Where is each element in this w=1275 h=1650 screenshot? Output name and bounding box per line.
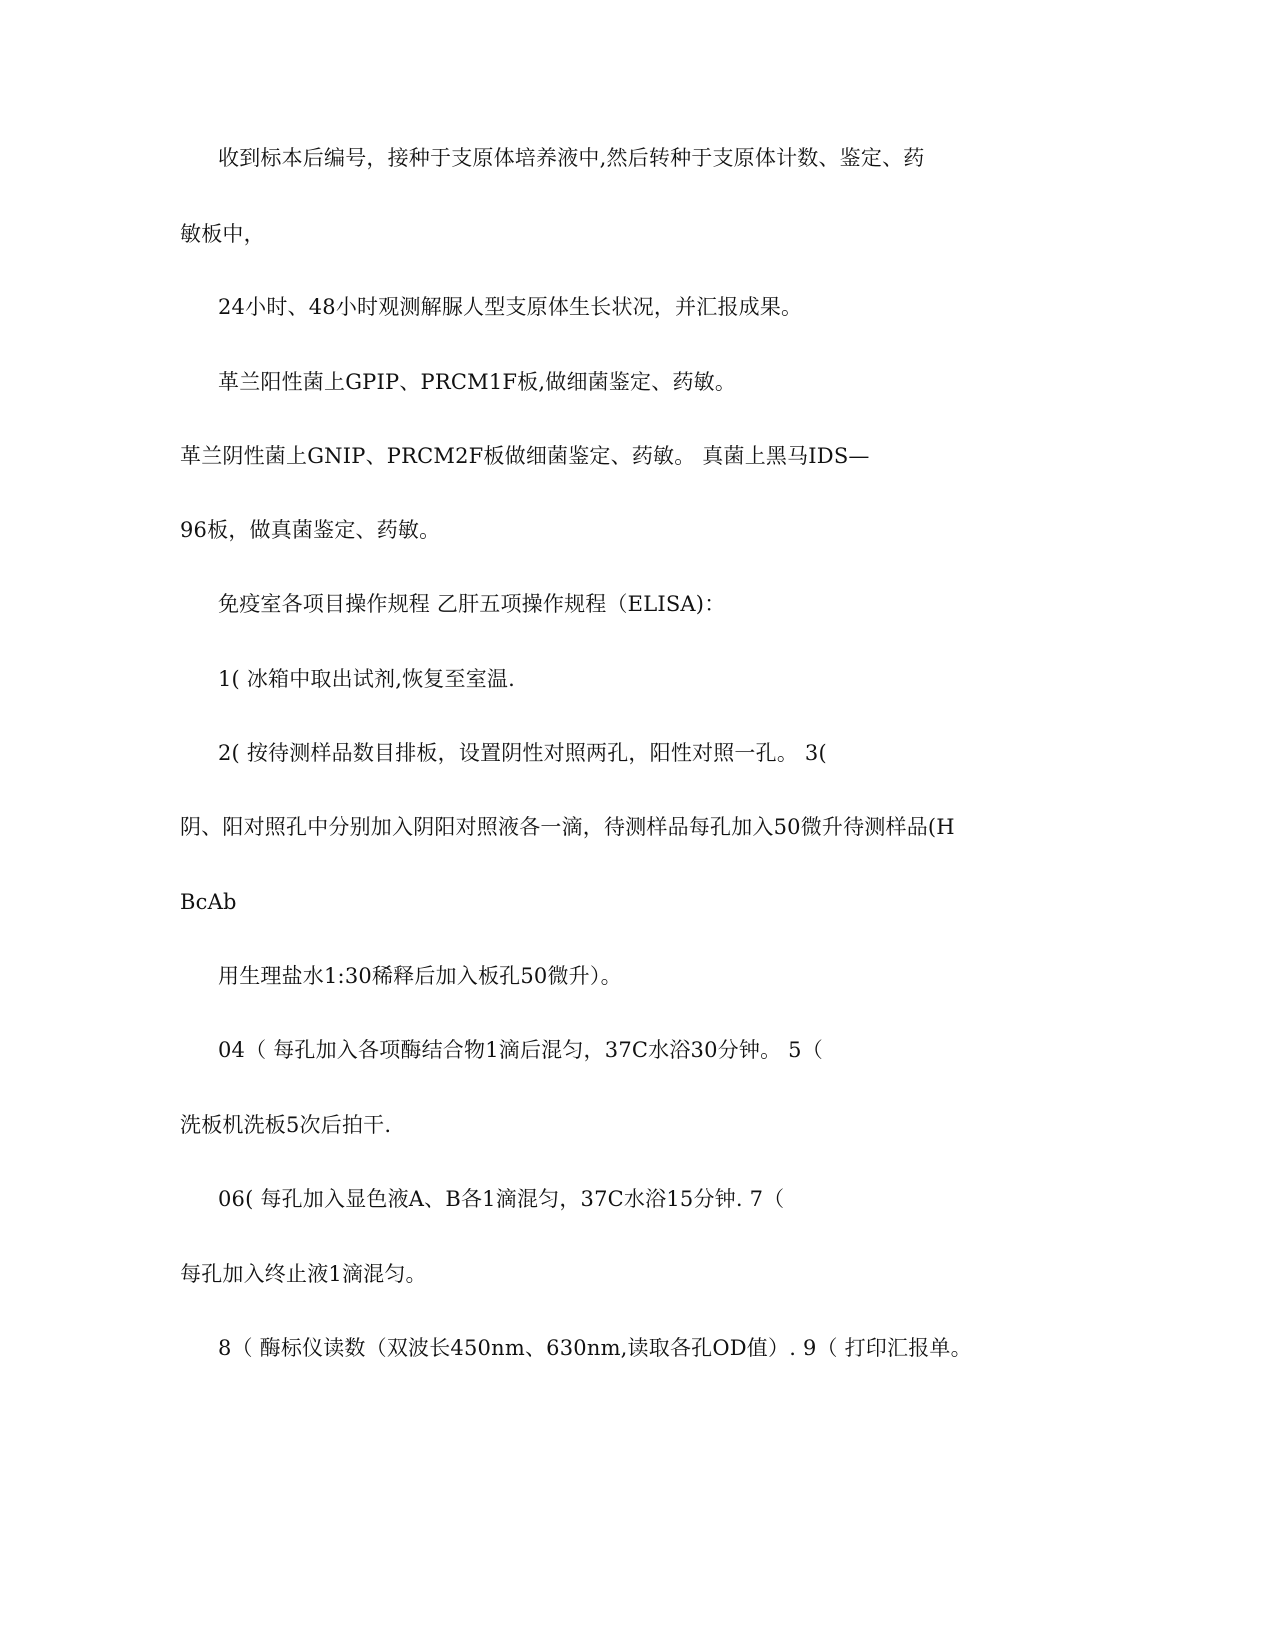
text-line-10: 阴、阳对照孔中分别加入阴阳对照液各一滴，待测样品每孔加入50微升待测样品(H (180, 815, 955, 839)
text-line-7: 免疫室各项目操作规程 乙肝五项操作规程（ELISA)： (218, 592, 726, 616)
text-line-17: 8（ 酶标仪读数（双波长450nm、630nm,读取各孔OD值）. 9（ 打印汇报单。 (218, 1336, 972, 1360)
text-line-6: 96板，做真菌鉴定、药敏。 (180, 518, 441, 542)
text-line-11: BcAb (180, 890, 237, 914)
text-line-13: 04（ 每孔加入各项酶结合物1滴后混匀，37C水浴30分钟。 5（ (218, 1038, 823, 1062)
text-line-3: 24小时、48小时观测解脲人型支原体生长状况，并汇报成果。 (218, 295, 803, 319)
text-line-5: 革兰阴性菌上GNIP、PRCM2F板做细菌鉴定、药敏。 真菌上黑马IDS— (180, 444, 870, 468)
text-line-2: 敏板中， (180, 222, 265, 246)
text-line-8: 1( 冰箱中取出试剂,恢复至室温. (218, 667, 515, 691)
text-line-4: 革兰阳性菌上GPIP、PRCM1F板,做细菌鉴定、药敏。 (218, 370, 737, 394)
text-line-15: 06( 每孔加入显色液A、B各1滴混匀，37C水浴15分钟. 7（ (218, 1187, 785, 1211)
text-line-12: 用生理盐水1:30稀释后加入板孔50微升）。 (218, 964, 622, 988)
text-line-9: 2( 按待测样品数目排板，设置阴性对照两孔，阳性对照一孔。 3( (218, 741, 827, 765)
text-line-16: 每孔加入终止液1滴混匀。 (180, 1262, 427, 1286)
text-line-14: 洗板机洗板5次后拍干. (180, 1113, 392, 1137)
text-line-1: 收到标本后编号，接种于支原体培养液中,然后转种于支原体计数、鉴定、药 (218, 146, 925, 170)
